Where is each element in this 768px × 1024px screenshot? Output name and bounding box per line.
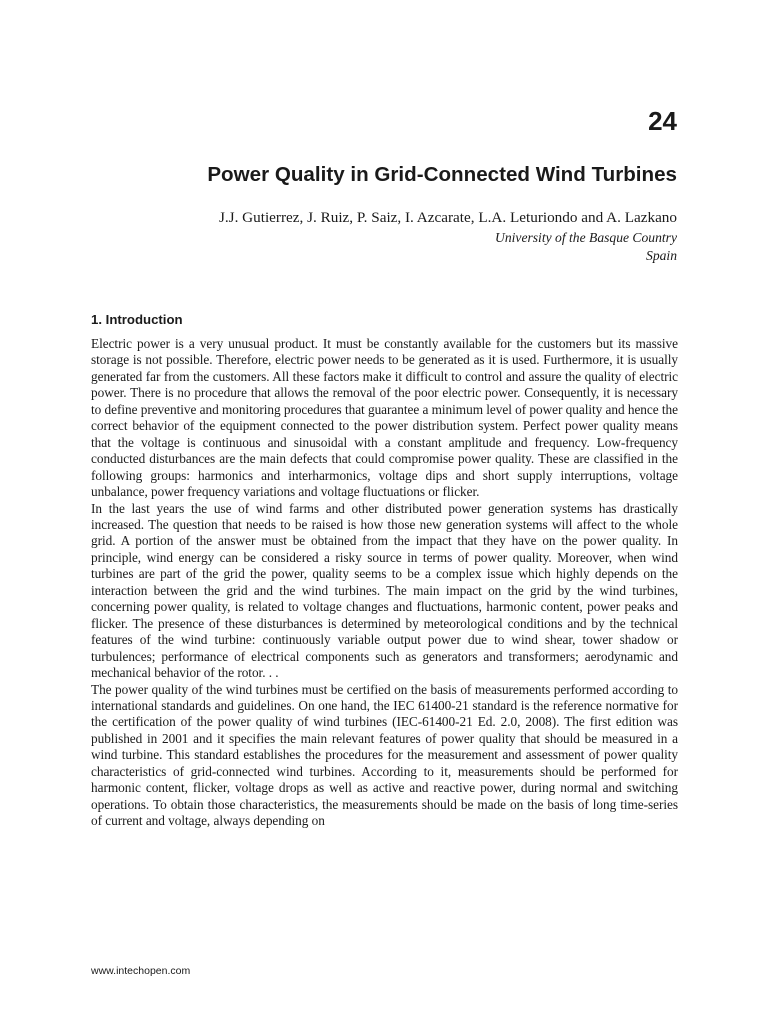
body-paragraph-3: The power quality of the wind turbines must be certified on the basis of measurements performed according to international standards and guidelines. On one hand, the IEC 61400-21 standard is the reference normative for the certification of the power quality of wind turbines (IEC-61400-21 Ed. 2.0, 2008). The first edition was published in 2001 and it specifies the main relevant features of power quality that should be measured in a wind turbine. This standard establishes the procedures for the measurement and assessment of power quality characteristics of grid-connected wind turbines. According to it, measurements should be performed for harmonic content, flicker, voltage drops as well as active and reactive power, during normal and switching operations. To obtain those characteristics, the measurements should be made on the basis of long time-series of current and voltage, always depending on: [91, 681, 678, 829]
section-heading: 1. Introduction: [91, 312, 183, 327]
affiliation-institution: University of the Basque Country: [495, 230, 677, 245]
footer-url-link[interactable]: www.intechopen.com: [91, 965, 191, 977]
body-paragraph-1: Electric power is a very unusual product. It must be constantly available for the customers but its massive storage is not possible. Therefore, electric power needs to be generated as it is used. Furthermore, it is usually generated far from the customers. All these factors make it difficult to control and assure the quality of electric power. There is no procedure that allows the removal of the poor electric power. Consequently, it is necessary to define preventive and monitoring procedures that guarantee a minimum level of power quality and hence the correct behavior of the equipment connected to the power distribution system. Perfect power quality means that the voltage is continuous and sinusoidal with a constant amplitude and frequency. Low-frequency conducted disturbances are the main defects that could compromise power quality. These are classified in the following groups: harmonics and interharmonics, voltage dips and short supply interruptions, voltage unbalance, power frequency variations and voltage fluctuations or flicker.: [91, 336, 678, 500]
section-body: [91, 336, 678, 830]
chapter-number: 24: [648, 106, 677, 136]
affiliation-country: Spain: [646, 248, 677, 263]
author-list: J.J. Gutierrez, J. Ruiz, P. Saiz, I. Azcarate, L.A. Leturiondo and A. Lazkano: [218, 209, 677, 226]
affiliation: [495, 229, 677, 265]
body-paragraph-2: In the last years the use of wind farms and other distributed power generation systems has drastically increased. The question that needs to be raised is how those new generation systems will affect to the whole grid. A portion of the answer must be obtained from the impact that they have on the power quality. In principle, wind energy can be considered a risky source in terms of power quality. Moreover, when wind turbines are part of the grid the power, quality seems to be a complex issue which highly depends on the interaction between the grid and the wind turbines. The main impact on the grid by the wind turbines, concerning power quality, is related to voltage changes and fluctuations, harmonic content, power peaks and flicker. The presence of these disturbances is determined by meteorological conditions and by the technical features of the wind turbine: continuously variable output power due to wind shear, tower shadow or turbulences; performance of electrical components such as generators and transformers; aerodynamic and mechanical behavior of the rotor. . .: [91, 500, 678, 681]
chapter-title: Power Quality in Grid-Connected Wind Turbines: [207, 163, 677, 186]
